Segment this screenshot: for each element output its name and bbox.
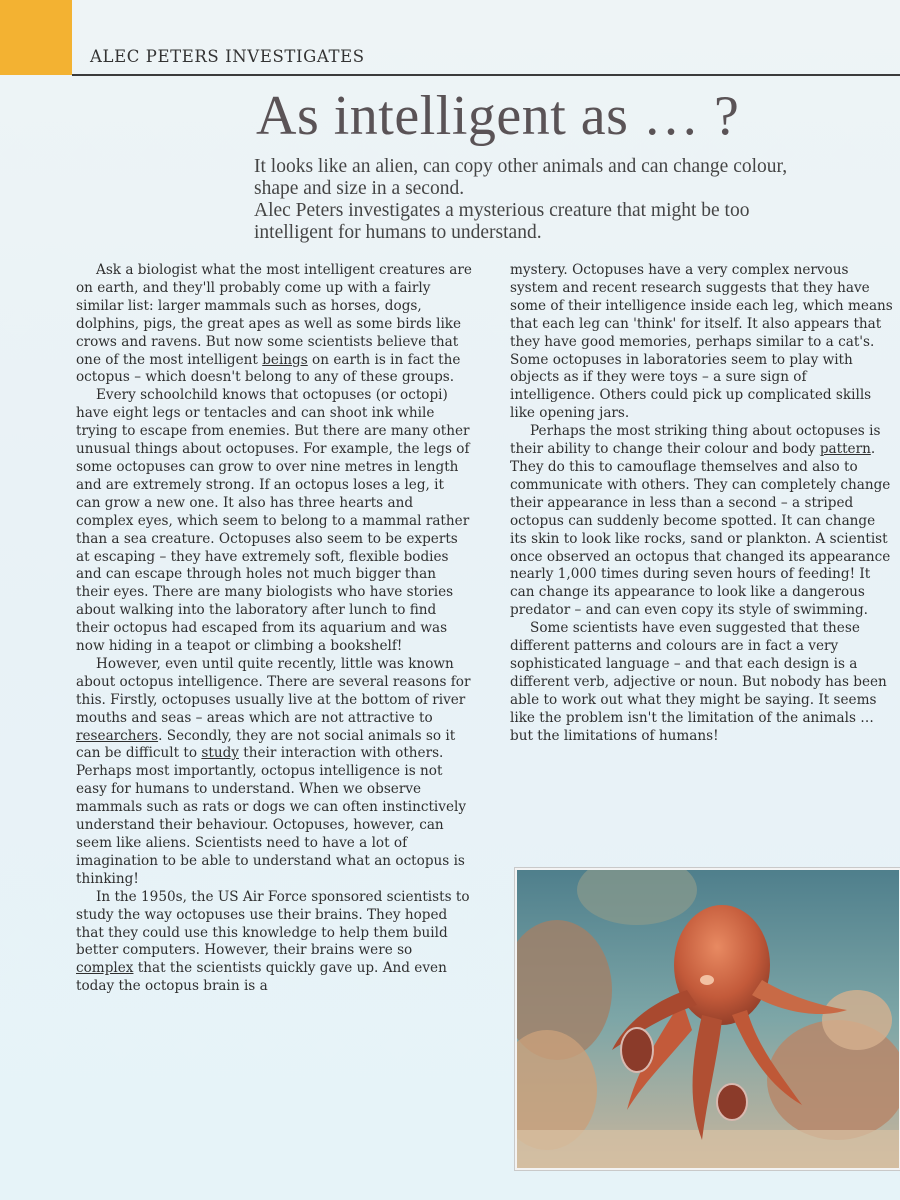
vocab-beings: beings xyxy=(262,351,308,368)
paragraph-3: However, even until quite recently, little was known about octopus intelligence. There are several reasons for this. Firstly, octopuses usually live at the bottom of river mouths and seas – areas which are not attractive to researchers. Secondly, they are not social animals so it can be difficult to study their interaction with others. Perhaps most importantly, octopus intelligence is not easy for humans to understand. When we observe mammals such as rats or dogs we can often instinctively understand their behaviour. Octopuses, however, can seem like aliens. Scientists need to have a lot of imagination to be able to understand what an octopus is thinking! xyxy=(76,655,471,887)
article-title: As intelligent as … ? xyxy=(256,85,740,147)
standfirst-line-2: Alec Peters investigates a mysterious creature that might be too intelligent for humans to understand. xyxy=(254,200,750,243)
section-header-label: ALEC PETERS INVESTIGATES xyxy=(90,47,365,66)
article-column-right xyxy=(510,262,894,745)
article-column-left xyxy=(76,262,472,996)
paragraph-4: In the 1950s, the US Air Force sponsored scientists to study the way octopuses use their brains. They hoped that they could use this knowledge to help them build better computers. However, their brains were so complex that the scientists quickly gave up. And even today the octopus brain is a xyxy=(76,888,470,995)
paragraph-1: Ask a biologist what the most intelligent creatures are on earth, and they'll probably come up with a fairly similar list: larger mammals such as horses, dogs, dolphins, pigs, the great apes as well as some birds like crows and ravens. But now some scientists believe that one of the most intelligent beings on earth is in fact the octopus – which doesn't belong to any of these groups. xyxy=(76,262,472,386)
paragraph-4-continued: mystery. Octopuses have a very complex nervous system and recent research suggests that they have some of their intelligence inside each leg, which means that each leg can 'think' for itself. It also appears that they have good memories, perhaps similar to a cat's. Some octopuses in laboratories seem to play with objects as if they were toys – a sure sign of intelligence. Others could pick up complicated skills like opening jars. xyxy=(510,262,893,422)
article-standfirst xyxy=(254,156,814,244)
vocab-complex: complex xyxy=(76,960,134,977)
paragraph-6: Some scientists have even suggested that these different patterns and colours are in fact a very sophisticated language – and that each design is a different verb, adjective or noun. But nobody has been able to work out what they might be saying. It seems like the problem isn't the limitation of the animals … but the limitations of humans! xyxy=(510,620,887,744)
section-color-tab xyxy=(0,0,72,75)
vocab-researchers: researchers xyxy=(76,727,159,744)
paragraph-5: Perhaps the most striking thing about octopuses is their ability to change their colour and body pattern. They do this to camouflage themselves and also to communicate with others. They can completely change their appearance in less than a second – a striped octopus can suddenly become spotted. It can change its skin to look like rocks, sand or plankton. A scientist once observed an octopus that changed its appearance nearly 1,000 times during seven hours of feeding! It can change its appearance to look like a dangerous predator – and can even copy its style of swimming. xyxy=(510,423,891,619)
header-rule xyxy=(72,74,900,76)
vocab-pattern: pattern xyxy=(819,441,871,458)
vocab-study: study xyxy=(201,745,239,762)
octopus-photo xyxy=(515,868,900,1170)
standfirst-line-1: It looks like an alien, can copy other animals and can change colour, shape and size in a second. xyxy=(254,156,788,199)
paragraph-2: Every schoolchild knows that octopuses (or octopi) have eight legs or tentacles and can shoot ink while trying to escape from enemies. But there are many other unusual things about octopuses. For example, the legs of some octopuses can grow to over nine metres in length and are extremely strong. If an octopus loses a leg, it can grow a new one. It also has three hearts and complex eyes, which seem to belong to a mammal rather than a sea creature. Octopuses also seem to be experts at escaping – they have extremely soft, flexible bodies and can escape through holes not much bigger than their eyes. There are many biologists who have stories about walking into the laboratory after lunch to find their octopus had escaped from its aquarium and was now hiding in a teapot or climbing a bookshelf! xyxy=(76,387,470,655)
